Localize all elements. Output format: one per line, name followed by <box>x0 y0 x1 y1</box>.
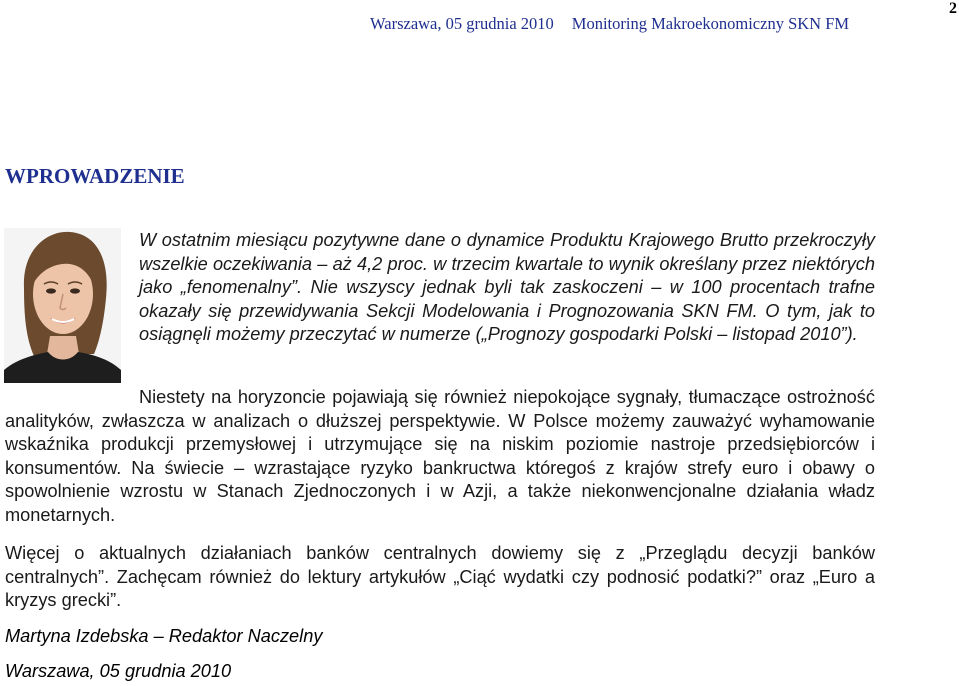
signature-date: Warszawa, 05 grudnia 2010 <box>5 661 232 681</box>
section-title: WPROWADZENIE <box>5 164 185 188</box>
body-paragraph-recommendations: Więcej o aktualnych działaniach banków centralnych dowiemy się z „Przeglądu decyzji banków centralnych”. Zachęcam również do lektury artykułów „Ciąć wydatki czy podnosić podatki?” oraz „Euro a kryzys grecki”. <box>5 543 875 611</box>
signature-name: Martyna Izdebska – Redaktor Naczelny <box>5 626 323 646</box>
body-paragraph-outlook: Niestety na horyzoncie pojawiają się również niepokojące sygnały, tłumaczące ostrożność analityków, zwłaszcza w analizach o dłuższej perspektywie. W Polsce możemy zauważyć wyhamowanie wskaźnika produkcji przemysłowej i utrzymujące się na niskim poziomie nastroje przedsiębiorców i konsumentów. Na świecie – wzrastające ryzyko bankructwa któregoś z krajów strefy euro i obawy o spowolnienie wzrostu w Stanach Zjednoczonych i w Azji, a także niekonwencjonalne działania władz monetarnych. <box>5 387 875 525</box>
page-number: 2 <box>949 0 957 17</box>
running-header <box>370 14 849 34</box>
intro-paragraph: W ostatnim miesiącu pozytywne dane o dynamice Produktu Krajowego Brutto przekroczyły wszelkie oczekiwania – aż 4,2 proc. w trzecim kwartale to wynik określany przez niektórych jako „fenomenalny”. Nie wszyscy jednak byli tak zaskoczeni – w 100 procentach trafne okazały się przewidywania Sekcji Modelowania i Prognozowania SKN FM. O tym, jak to osiągnęli możemy przeczytać w numerze („Prognozy gospodarki Polski – listopad 2010”). <box>139 230 875 345</box>
header-date: Warszawa, 05 grudnia 2010 <box>370 14 554 33</box>
header-publication: Monitoring Makroekonomiczny SKN FM <box>571 14 850 33</box>
author-portrait-photo <box>4 228 121 383</box>
